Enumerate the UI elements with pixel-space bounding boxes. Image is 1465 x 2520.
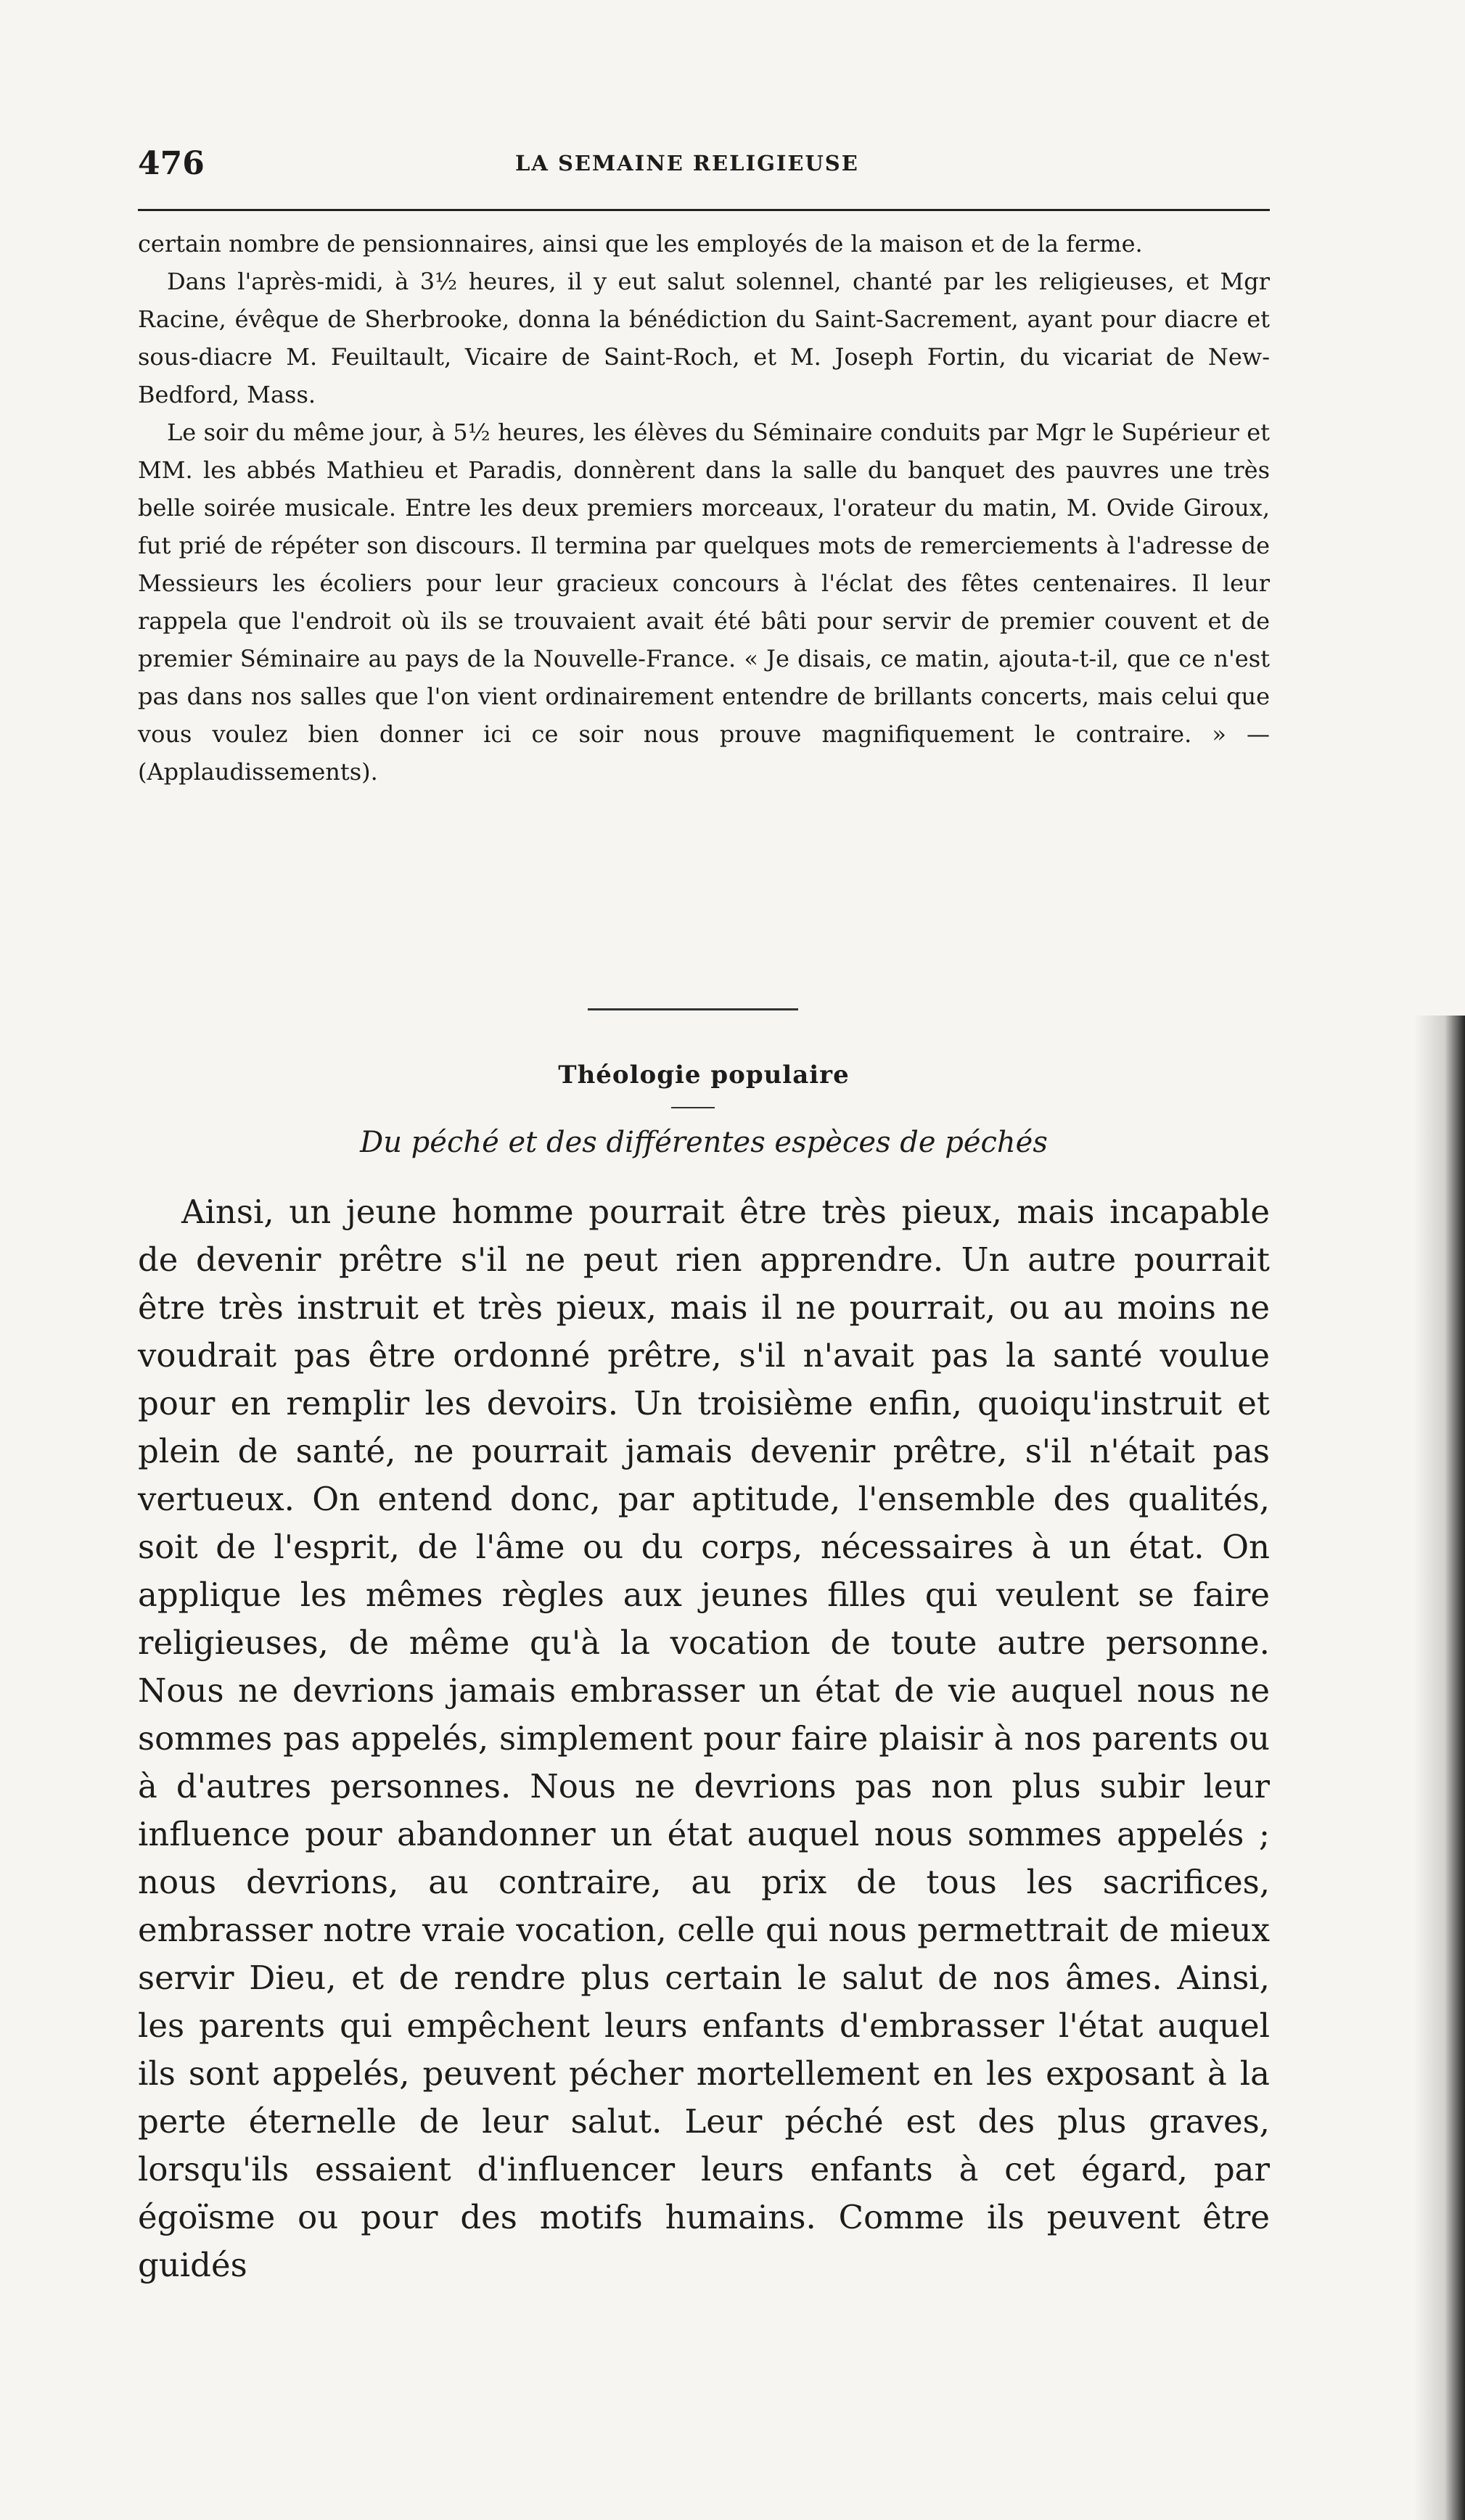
binding-shadow xyxy=(1414,1016,1465,2520)
report-paragraph: certain nombre de pensionnaires, ainsi que les employés de la maison et de la ferme. xyxy=(138,230,1143,258)
section-subtitle: Du péché et des différentes espèces de péchés xyxy=(360,1126,1048,1159)
book-page xyxy=(138,145,1270,2284)
section-divider xyxy=(588,1008,798,1010)
page-number: 476 xyxy=(138,145,205,182)
header-rule xyxy=(138,209,1270,211)
report-paragraph: Dans l'après-midi, à 3½ heures, il y eut salut solennel, chanté par les religieuses, et Mgr Racine, évêque de Sherbrooke, donna la bénédiction du Saint-Sacrement, ayant pour diacre et sous-diacre M. Feuiltault, Vicaire de Saint-Roch, et M. Joseph Fortin, du vicariat de New-Bedford, Mass. xyxy=(138,268,1270,408)
running-title: LA SEMAINE RELIGIEUSE xyxy=(515,151,859,176)
heading-ornament xyxy=(671,1107,715,1108)
page-header xyxy=(138,145,1270,203)
body-paragraph: Ainsi, un jeune homme pourrait être très pieux, mais incapable de devenir prêtre s'il ne peut rien apprendre. Un autre pourrait être très instruit et très pieux, mais il ne pourrait, ou au moins ne voudrait pas être ordonné prêtre, s'il n'avait pas la santé voulue pour en remplir les devoirs. Un troisième enfin, quoiqu'instruit et plein de santé, ne pourrait jamais devenir prêtre, s'il n'était pas vertueux. On entend donc, par aptitude, l'ensemble des qualités, soit de l'esprit, de l'âme ou du corps, nécessaires à un état. On applique les mêmes règles aux jeunes filles qui veulent se faire religieuses, de même qu'à la vocation de toute autre personne. Nous ne devrions jamais embrasser un état de vie auquel nous ne sommes pas appelés, simplement pour faire plaisir à nos parents ou à d'autres personnes. Nous ne devrions pas non plus subir leur influence pour abandonner un état auquel nous sommes appelés ; nous devrions, au contraire, au prix de tous les sacrifices, embrasser notre vraie vocation, celle qui nous permettrait de mieux servir Dieu, et de rendre plus certain le salut de nos âmes. Ainsi, les parents qui empêchent leurs enfants d'embrasser l'état auquel ils sont appelés, peuvent pécher mortellement en les exposant à la perte éternelle de leur salut. Leur péché est des plus graves, lorsqu'ils essaient d'influencer leurs enfants à cet égard, par égoïsme ou pour des motifs humains. Comme ils peuvent être guidés xyxy=(138,1193,1270,2284)
report-text xyxy=(138,225,1270,791)
report-paragraph: Le soir du même jour, à 5½ heures, les élèves du Séminaire conduits par Mgr le Supérieur et MM. les abbés Mathieu et Paradis, donnèrent dans la salle du banquet des pauvres une très belle soirée musicale. Entre les deux premiers morceaux, l'orateur du matin, M. Ovide Giroux, fut prié de répéter son discours. Il termina par quelques mots de remerciements à l'adresse de Messieurs les écoliers pour leur gracieux concours à l'éclat des fêtes centenaires. Il leur rappela que l'endroit où ils se trouvaient avait été bâti pour servir de premier couvent et de premier Séminaire au pays de la Nouvelle-France. « Je disais, ce matin, ajouta-t-il, que ce n'est pas dans nos salles que l'on vient ordinairement entendre de brillants concerts, mais celui que vous voulez bien donner ici ce soir nous prouve magnifiquement le contraire. » — (Applaudissements). xyxy=(138,419,1270,786)
main-text xyxy=(138,1188,1270,2289)
section-heading: Théologie populaire xyxy=(558,1061,850,1090)
